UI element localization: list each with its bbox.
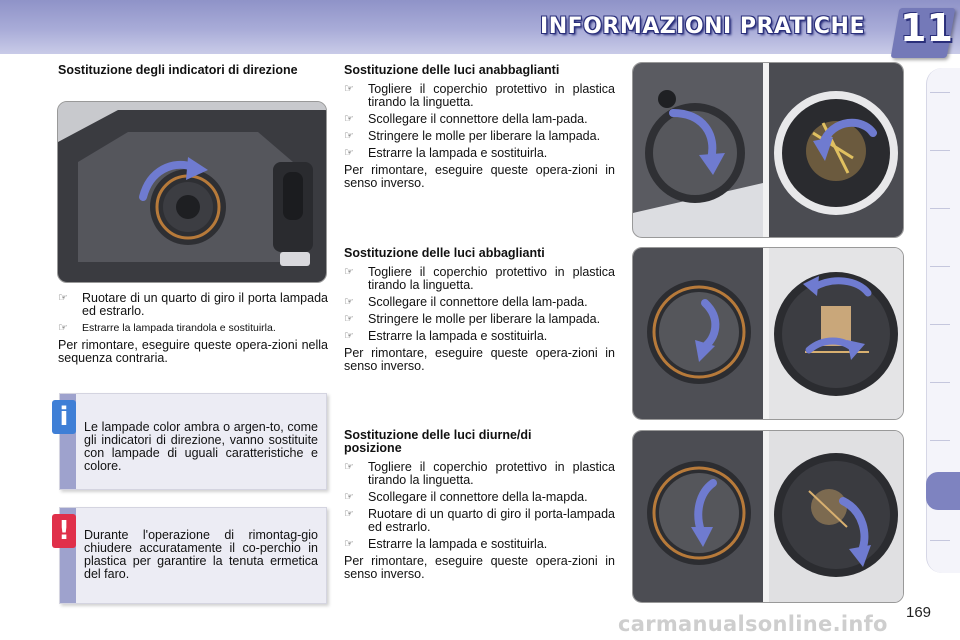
step-text: Ruotare di un quarto di giro il porta lampada ed estrarlo. [82,291,328,318]
section-title: Sostituzione delle luci diurne/di posizione [344,428,532,455]
step-text: Ruotare di un quarto di giro il porta-lampada ed estrarlo. [368,507,615,534]
info-note-text: Le lampade color ambra o argen-to, come gli indicatori di direzione, vanno sostituite con lampade di uguali caratteristiche e colore. [84,420,318,473]
closing-text: Per rimontare, eseguire queste opera-zioni in senso inverso. [344,163,615,190]
pointing-hand-icon: ☞ [344,508,354,520]
closing-text: Per rimontare, eseguire queste opera-zioni in senso inverso. [344,346,615,373]
closing-text: Per rimontare, eseguire queste opera-zioni nella sequenza contraria. [58,338,328,365]
pointing-hand-icon: ☞ [344,266,354,278]
step-item [344,147,615,160]
chapter-number: 11 [900,6,953,50]
step-text: Estrarre la lampada e sostituirla. [368,537,548,551]
step-text: Togliere il coperchio protettivo in plastica tirando la linguetta. [368,265,615,292]
chapter-tab-divider [930,324,950,325]
step-item [344,508,615,534]
pointing-hand-icon: ☞ [344,113,354,125]
high-beam-section [344,247,615,373]
pointing-hand-icon: ☞ [344,330,354,342]
closing-text: Per rimontare, eseguire queste opera-zioni in senso inverso. [344,554,615,581]
step-text: Scollegare il connettore della lam-pada. [368,112,588,126]
step-item [344,296,615,309]
info-icon: i [52,400,76,434]
step-text: Togliere il coperchio protettivo in plastica tirando la linguetta. [368,82,615,109]
pointing-hand-icon: ☞ [344,296,354,308]
step-item [344,461,615,487]
pointing-hand-icon: ☞ [344,147,354,159]
watermark: carmanualsonline.info [618,612,888,636]
high-beam-illustration [632,247,904,420]
step-item [344,538,615,551]
section-title: Sostituzione delle luci anabbaglianti [344,63,560,77]
step-item [58,292,328,318]
step-text: Estrarre la lampada e sostituirla. [368,146,548,160]
low-beam-section [344,64,615,190]
step-text: Estrarre la lampada tirandola e sostituirla. [82,322,276,334]
daytime-light-section [344,429,615,581]
warning-icon: ! [52,514,76,548]
step-item [58,322,328,335]
pointing-hand-icon: ☞ [58,322,68,334]
turn-signal-illustration [57,101,327,283]
step-item [344,330,615,343]
chapter-tab-divider [930,150,950,151]
step-item [344,266,615,292]
step-item [344,113,615,126]
chapter-tab-divider [930,266,950,267]
step-item [344,130,615,143]
pointing-hand-icon: ☞ [344,461,354,473]
chapter-tab-active [926,472,960,510]
pointing-hand-icon: ☞ [344,130,354,142]
chapter-tab-divider [930,92,950,93]
chapter-tab-divider [930,382,950,383]
pointing-hand-icon: ☞ [344,538,354,550]
step-text: Togliere il coperchio protettivo in plastica tirando la linguetta. [368,460,615,487]
page-header-title: INFORMAZIONI PRATICHE [540,14,865,39]
pointing-hand-icon: ☞ [344,83,354,95]
left-section-title-block [58,64,328,77]
step-text: Stringere le molle per liberare la lampada. [368,129,601,143]
pointing-hand-icon: ☞ [344,491,354,503]
info-note [59,393,327,490]
step-item [344,491,615,504]
step-text: Stringere le molle per liberare la lampada. [368,312,601,326]
warning-note [59,507,327,604]
step-item [344,83,615,109]
left-steps [58,292,328,365]
step-item [344,313,615,326]
section-title: Sostituzione delle luci abbaglianti [344,246,545,260]
page-number: 169 [906,604,932,621]
chapter-tab-divider [930,208,950,209]
chapter-tab-divider [930,540,950,541]
step-text: Estrarre la lampada e sostituirla. [368,329,548,343]
low-beam-illustration [632,62,904,238]
step-text: Scollegare il connettore della lam-pada. [368,295,588,309]
chapter-tab-divider [930,440,950,441]
pointing-hand-icon: ☞ [344,313,354,325]
daytime-light-illustration [632,430,904,603]
step-text: Scollegare il connettore della la-mapda. [368,490,588,504]
pointing-hand-icon: ☞ [58,292,68,304]
warning-note-text: Durante l'operazione di rimontag-gio chiudere accuratamente il co-perchio in plastica per garantire la tenuta ermetica del faro. [84,528,318,581]
left-section-title: Sostituzione degli indicatori di direzione [58,63,298,77]
